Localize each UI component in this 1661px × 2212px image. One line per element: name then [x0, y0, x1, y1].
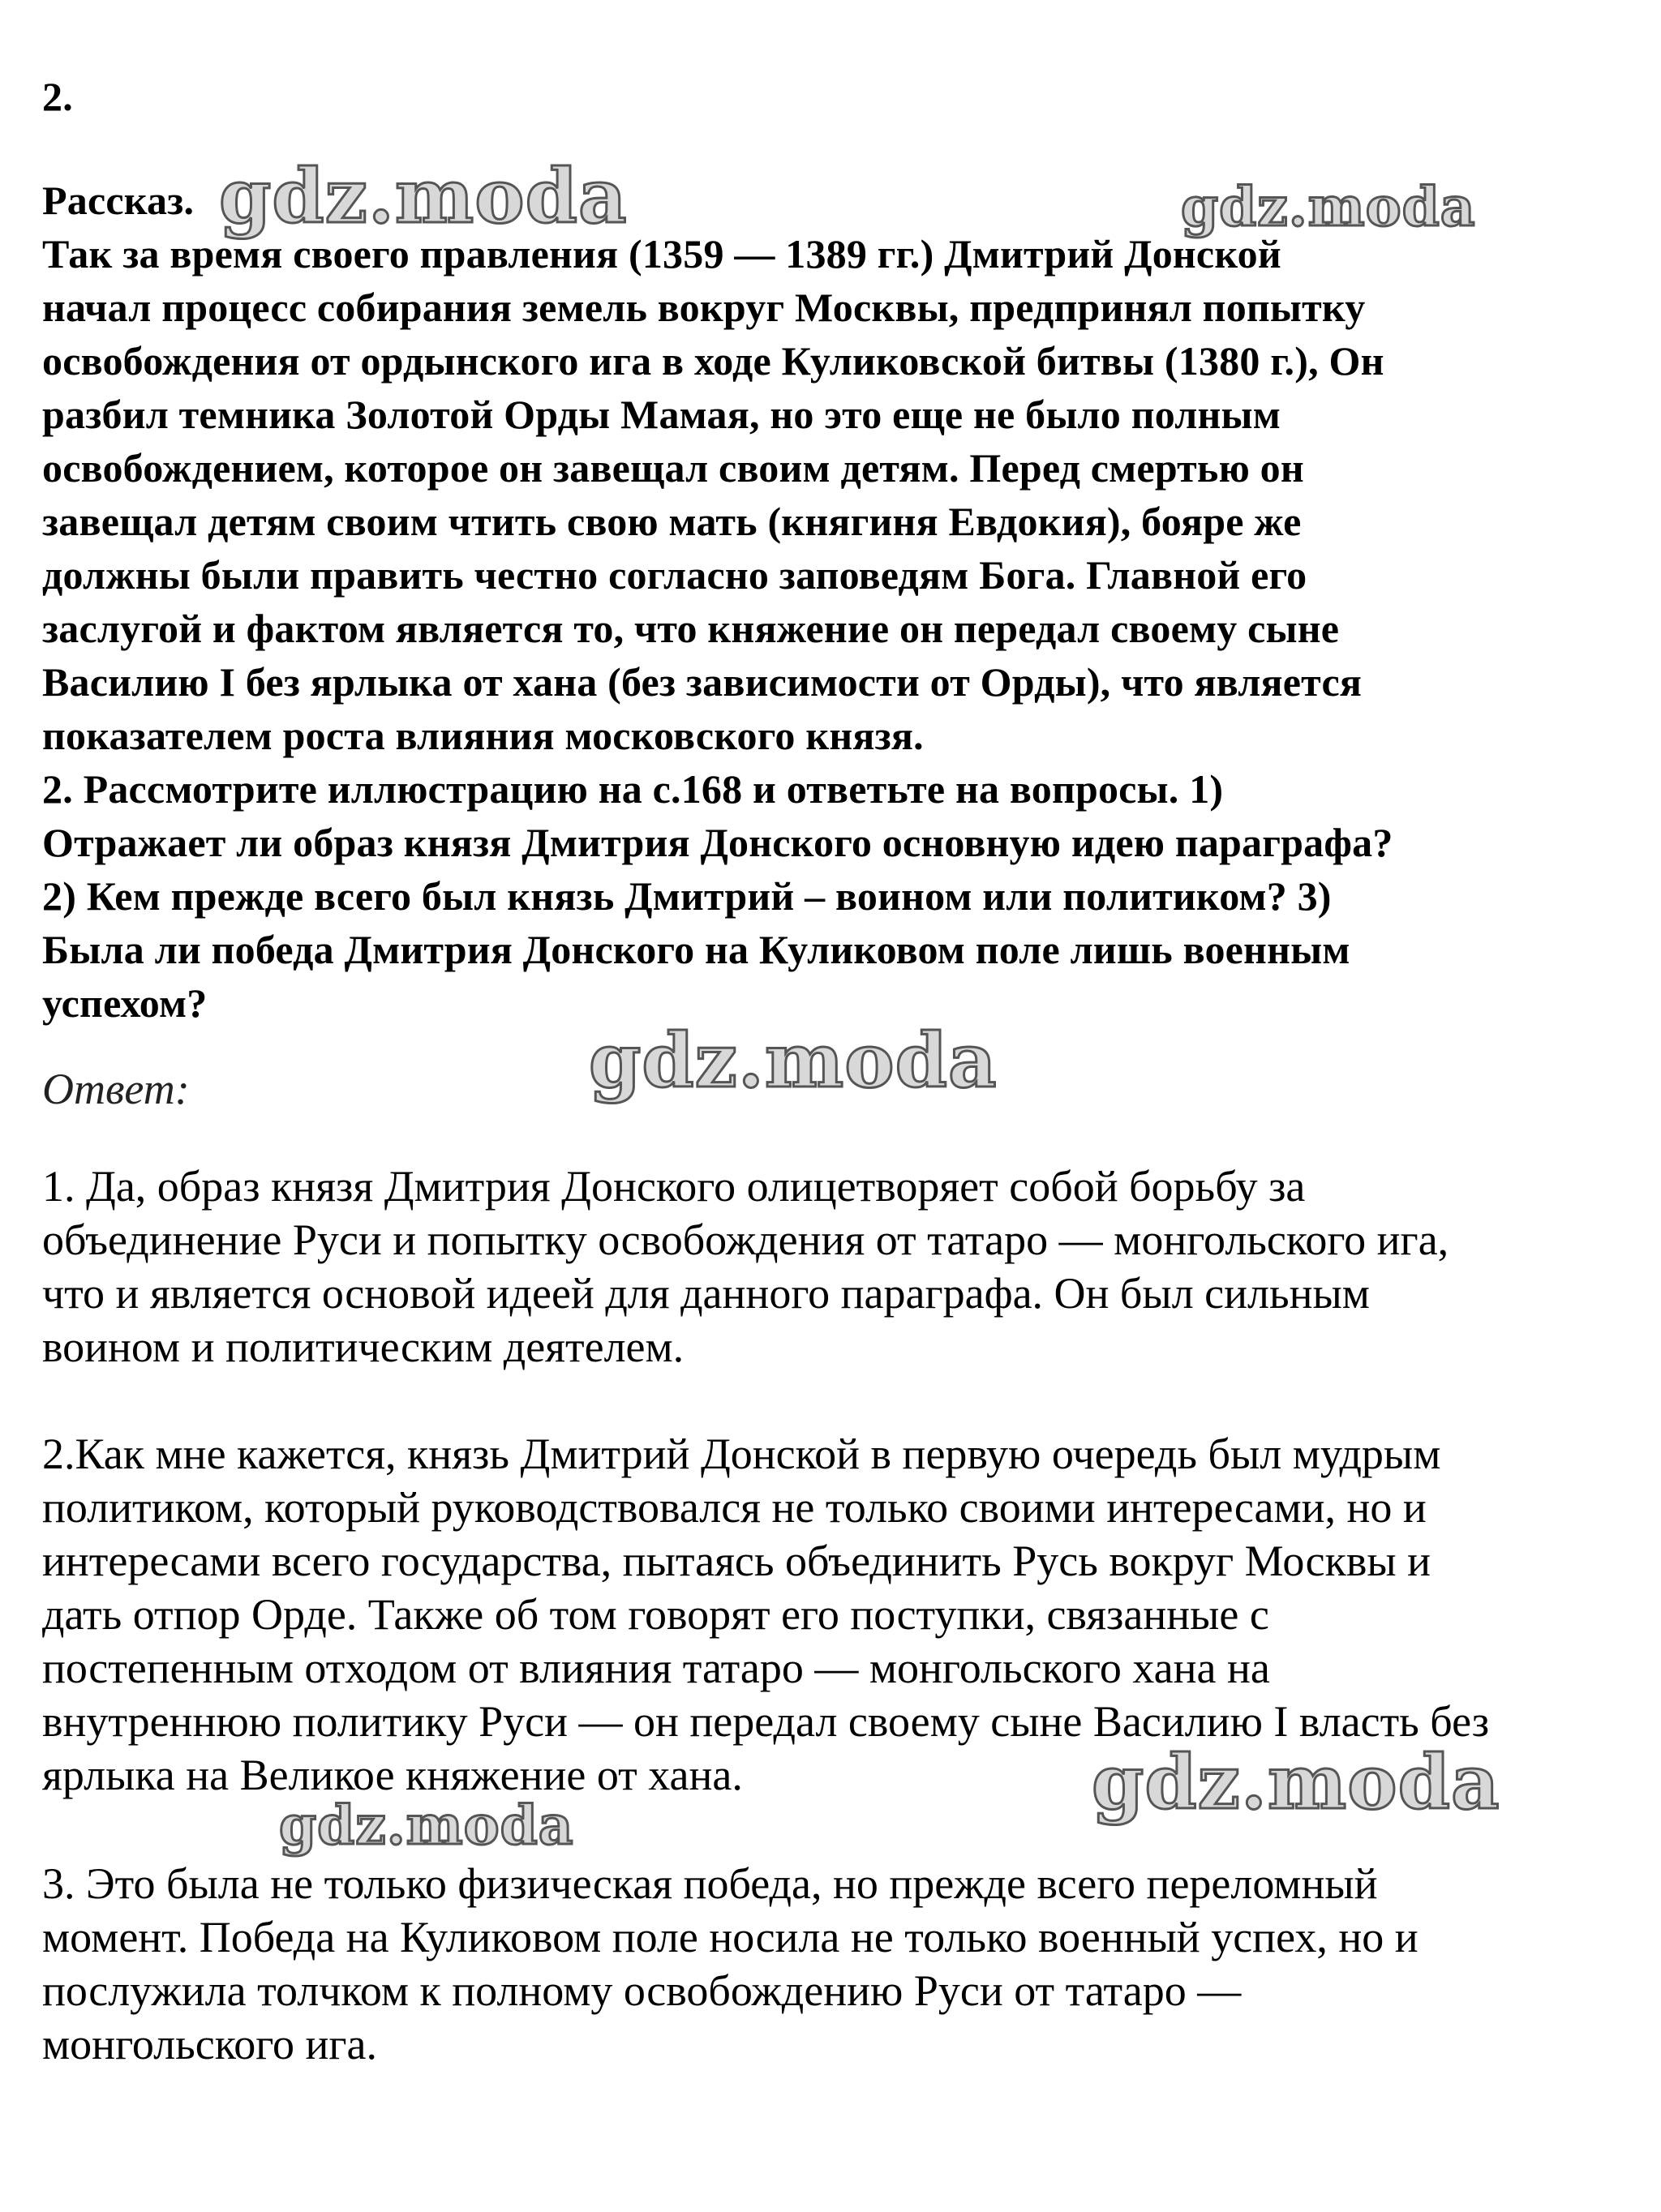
answer-line: дать отпор Орде. Также об том говорят его поступки, связанные с [42, 1590, 1269, 1639]
answer-line: послужила толчком к полному освобождению Руси от татаро — [42, 1966, 1242, 2015]
watermark: gdz.moda [279, 1794, 574, 1857]
question-line: успехом? [42, 980, 208, 1026]
task-number: 2. [42, 74, 73, 119]
answer-line: постепенным отходом от влияния татаро — монгольского хана на [42, 1644, 1270, 1692]
answer-label: Ответ: [42, 1065, 190, 1113]
story-line: заслугой и фактом является то, что княжение он передал своему сыне [42, 606, 1340, 651]
answer-line: политиком, который руководствовался не только своими интересами, но и [42, 1483, 1427, 1532]
answer-line: что и является основой идеей для данного параграфа. Он был сильным [42, 1269, 1370, 1318]
story-line: освобождения от ордынского ига в ходе Куликовской битвы (1380 г.), Он [42, 338, 1384, 384]
watermark: gdz.moda [1092, 1738, 1500, 1826]
question-line: 2) Кем прежде всего был князь Дмитрий – воином или политиком? 3) [42, 873, 1332, 919]
story-label: Рассказ. [42, 178, 195, 223]
answer-line: монгольского ига. [42, 2020, 378, 2068]
answer-line: объединение Руси и попытку освобождения от татаро — монгольского ига, [42, 1215, 1449, 1264]
story-line: должны были править честно согласно заповедям Бога. Главной его [42, 552, 1307, 598]
story-line: освобождением, которое он завещал своим детям. Перед смертью он [42, 445, 1304, 491]
story-line: завещал детям своим чтить свою мать (княгиня Евдокия), бояре же [42, 499, 1302, 544]
question-line: Была ли победа Дмитрия Донского на Куликовом поле лишь военным [42, 927, 1350, 972]
story-line: Так за время своего правления (1359 — 1389 гг.) Дмитрий Донской [42, 231, 1281, 276]
story-line: разбил темника Золотой Орды Мамая, но это еще не было полным [42, 392, 1281, 437]
answer-line: 1. Да, образ князя Дмитрия Донского олицетворяет собой борьбу за [42, 1162, 1306, 1211]
watermark: gdz.moda [219, 152, 628, 240]
story-line: начал процесс собирания земель вокруг Москвы, предпринял попытку [42, 285, 1366, 330]
question-line: Отражает ли образ князя Дмитрия Донского основную идею параграфа? [42, 820, 1393, 865]
watermark: gdz.moda [589, 1017, 998, 1104]
story-line: Василию I без ярлыка от хана (без зависимости от Орды), что является [42, 659, 1363, 705]
answer-line: воином и политическим деятелем. [42, 1322, 685, 1371]
answer-line: внутреннюю политику Руси — он передал своему сыне Василию I власть без [42, 1697, 1490, 1746]
answer-line: 2.Как мне кажется, князь Дмитрий Донской в первую очередь был мудрым [42, 1430, 1441, 1478]
answer-line: момент. Победа на Куликовом поле носила не только военный успех, но и [42, 1913, 1419, 1961]
answer-line: интересами всего государства, пытаясь объединить Русь вокруг Москвы и [42, 1537, 1431, 1585]
story-line: показателем роста влияния московского князя. [42, 713, 924, 758]
watermark: gdz.moda [1181, 175, 1476, 238]
answer-line: 3. Это была не только физическая победа, но прежде всего переломный [42, 1859, 1378, 1908]
question-line: 2. Рассмотрите иллюстрацию на с.168 и ответьте на вопросы. 1) [42, 766, 1224, 812]
answer-line: ярлыка на Великое княжение от хана. [42, 1751, 743, 1799]
